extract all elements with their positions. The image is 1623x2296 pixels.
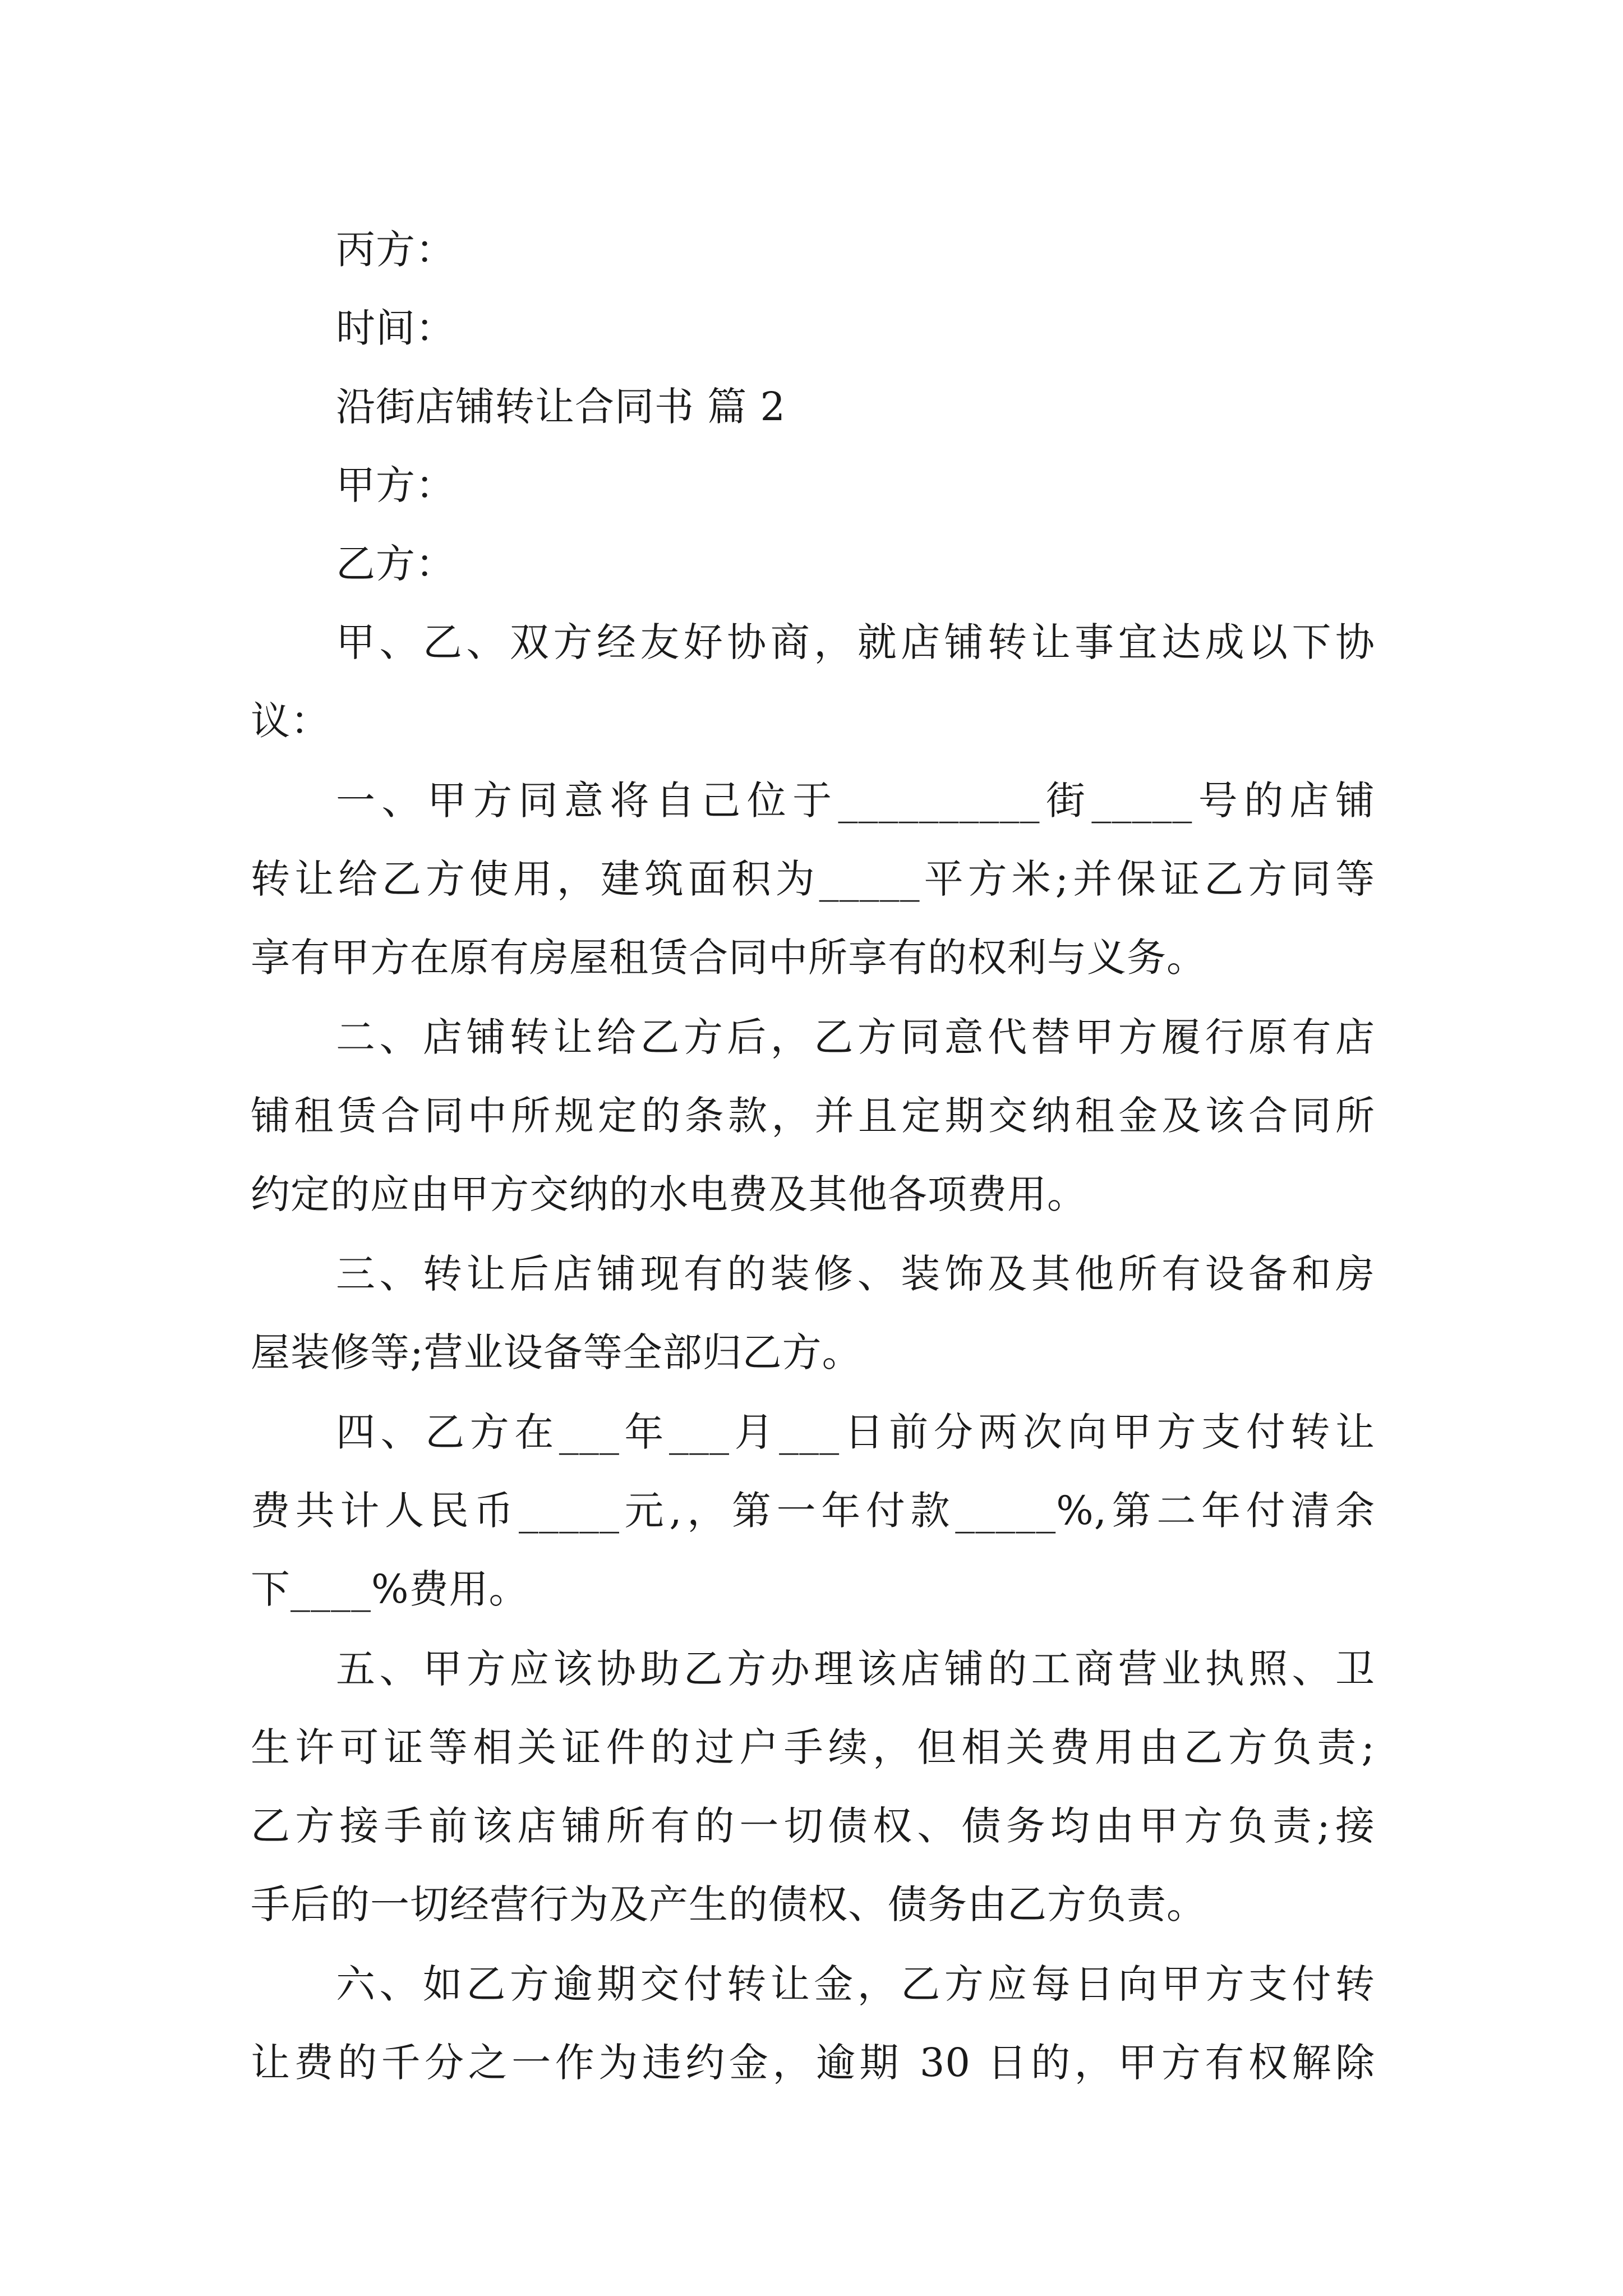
paragraph-clause-3 <box>251 1235 1375 1392</box>
paragraph-line: 二、店铺转让给乙方后，乙方同意代替甲方履行原有店 <box>336 1014 1375 1060</box>
paragraph-line: 屋装修等;营业设备等全部归乙方。 <box>251 1329 862 1375</box>
time-label: 时间： <box>336 305 455 351</box>
document-body <box>251 210 1375 2103</box>
paragraph-line: 让费的千分之一作为违约金，逾期 30 日的，甲方有权解除 <box>251 2040 1375 2086</box>
paragraph-clause-6 <box>251 1945 1375 2102</box>
paragraph-line: 约定的应由甲方交纳的水电费及其他各项费用。 <box>251 1171 1087 1217</box>
paragraph-intro <box>251 603 1375 760</box>
party-a-label: 甲方： <box>336 462 455 508</box>
paragraph-line: 一、甲方同意将自己位于__________街_____号的店铺 <box>336 777 1375 823</box>
paragraph-line: 甲、乙、双方经友好协商，就店铺转让事宜达成以下协 <box>336 619 1375 665</box>
paragraph-line: 转让给乙方使用，建筑面积为_____平方米;并保证乙方同等 <box>251 856 1375 902</box>
paragraph-line: 四、乙方在___年___月___日前分两次向甲方支付转让 <box>336 1409 1375 1455</box>
contract-title: 沿街店铺转让合同书 篇 2 <box>336 384 786 430</box>
paragraph-clause-2 <box>251 998 1375 1234</box>
paragraph-line: 乙方接手前该店铺所有的一切债权、债务均由甲方负责;接 <box>251 1803 1375 1849</box>
paragraph-line: 铺租赁合同中所规定的条款，并且定期交纳租金及该合同所 <box>251 1093 1375 1139</box>
paragraph-line: 手后的一切经营行为及产生的债权、债务由乙方负责。 <box>251 1881 1206 1927</box>
paragraph-clause-5 <box>251 1630 1375 1944</box>
paragraph-clause-1 <box>251 761 1375 997</box>
paragraph-line: 费共计人民币_____元,，第一年付款_____%,第二年付清余 <box>251 1488 1375 1534</box>
paragraph-line: 享有甲方在原有房屋租赁合同中所享有的权利与义务。 <box>251 935 1206 981</box>
party-c-label: 丙方： <box>336 227 455 273</box>
header-block <box>251 210 1375 603</box>
paragraph-line: 议： <box>251 698 330 744</box>
paragraph-line: 三、转让后店铺现有的装修、装饰及其他所有设备和房 <box>336 1251 1375 1297</box>
paragraph-line: 六、如乙方逾期交付转让金，乙方应每日向甲方支付转 <box>336 1961 1375 2007</box>
paragraph-line: 五、甲方应该协助乙方办理该店铺的工商营业执照、卫 <box>336 1646 1375 1692</box>
paragraph-line: 下____%费用。 <box>251 1566 529 1612</box>
paragraph-clause-4 <box>251 1393 1375 1628</box>
party-b-label: 乙方： <box>336 541 455 587</box>
paragraph-line: 生许可证等相关证件的过户手续，但相关费用由乙方负责; <box>251 1724 1375 1770</box>
